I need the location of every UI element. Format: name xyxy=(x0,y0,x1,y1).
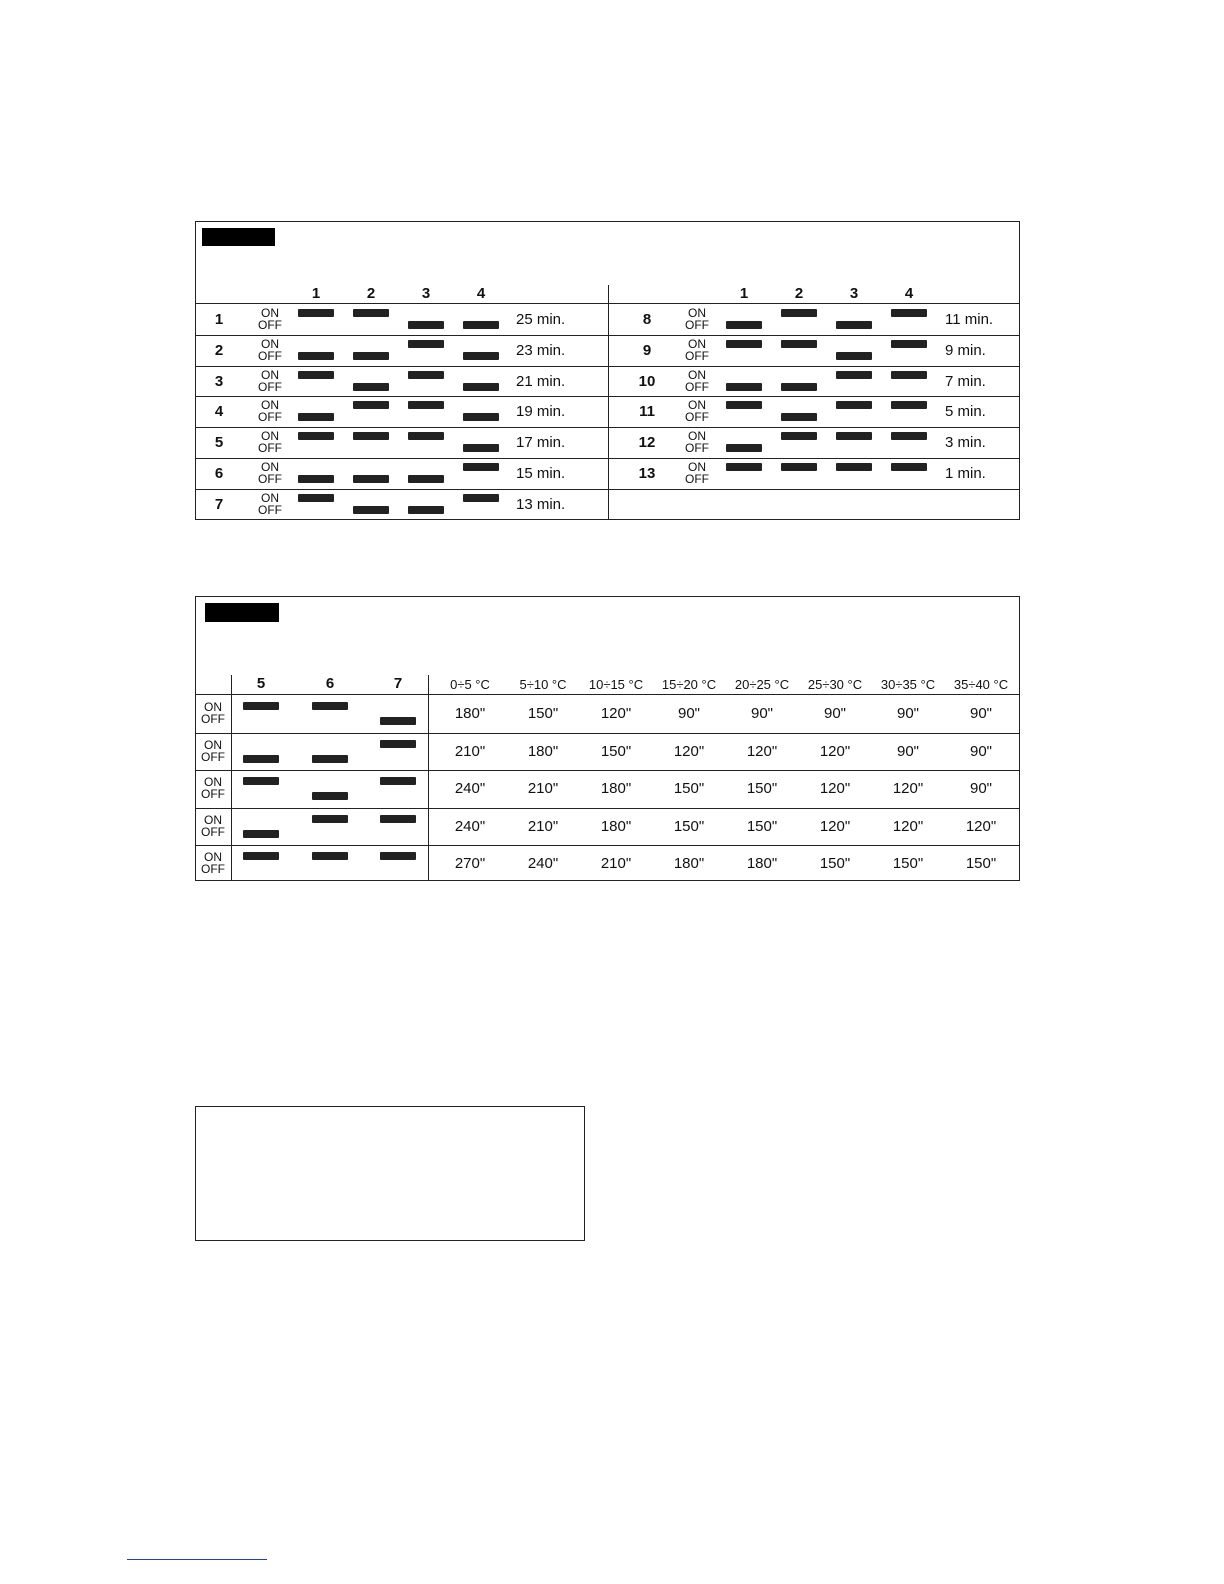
time-value: 120" xyxy=(819,780,851,797)
row-number: 2 xyxy=(214,342,224,359)
row-number: 12 xyxy=(638,434,656,451)
row-rule xyxy=(609,458,1019,459)
time-value: 240" xyxy=(527,855,559,872)
table2-divider-mid xyxy=(428,675,429,880)
switch-2-off xyxy=(781,383,817,391)
time-value: 90" xyxy=(677,705,700,722)
time-value: 120" xyxy=(746,743,778,760)
switch-4-off xyxy=(463,352,499,360)
row-rule xyxy=(196,366,608,367)
time-value: 120" xyxy=(965,818,997,835)
switch-1-on xyxy=(726,340,762,348)
row-number: 6 xyxy=(214,465,224,482)
row-number: 13 xyxy=(638,465,656,482)
switch-4-on xyxy=(891,432,927,440)
row-rule xyxy=(196,335,608,336)
time-value: 120" xyxy=(819,818,851,835)
switch-time-table xyxy=(195,221,1020,520)
switch-1-on xyxy=(298,432,334,440)
time-value: 21 min. xyxy=(516,373,566,390)
row-rule xyxy=(609,427,1019,428)
switch-2-off xyxy=(353,383,389,391)
switch-1-on xyxy=(298,494,334,502)
switch-2-off xyxy=(353,352,389,360)
switch-4-on xyxy=(891,309,927,317)
time-value: 210" xyxy=(454,743,486,760)
switch-1-on xyxy=(298,309,334,317)
switch-1-off xyxy=(726,321,762,329)
temperature-header: 20÷25 °C xyxy=(734,677,790,692)
on-off-label: ON OFF xyxy=(685,337,709,363)
switch-1-off xyxy=(298,352,334,360)
blank-box xyxy=(195,1106,585,1241)
switch-6-on xyxy=(312,702,348,710)
switch-4-on xyxy=(463,463,499,471)
on-off-label: ON OFF xyxy=(685,306,709,332)
time-value: 150" xyxy=(819,855,851,872)
switch-6-off xyxy=(312,792,348,800)
temperature-header: 30÷35 °C xyxy=(880,677,936,692)
time-value: 3 min. xyxy=(945,434,986,451)
row-rule xyxy=(196,489,608,490)
switch-header: 2 xyxy=(366,285,376,302)
switch-3-on xyxy=(836,371,872,379)
switch-header: 1 xyxy=(739,285,749,302)
on-off-label: ON OFF xyxy=(258,398,282,424)
switch-5-on xyxy=(243,852,279,860)
on-off-label: ON OFF xyxy=(201,775,225,801)
switch-7-on xyxy=(380,815,416,823)
switch-4-off xyxy=(463,383,499,391)
time-value: 150" xyxy=(673,818,705,835)
row-rule xyxy=(196,808,1019,809)
switch-5-on xyxy=(243,777,279,785)
time-value: 90" xyxy=(969,705,992,722)
switch-3-on xyxy=(836,401,872,409)
on-off-label: ON OFF xyxy=(685,460,709,486)
on-off-label: ON OFF xyxy=(201,738,225,764)
switch-1-off xyxy=(298,475,334,483)
switch-7-on xyxy=(380,777,416,785)
on-off-label: ON OFF xyxy=(258,306,282,332)
table1-tag xyxy=(202,228,275,246)
switch-3-off xyxy=(408,506,444,514)
switch-4-on xyxy=(891,463,927,471)
table1-divider xyxy=(608,285,609,520)
time-value: 120" xyxy=(892,780,924,797)
switch-4-on xyxy=(463,494,499,502)
switch-3-off xyxy=(836,321,872,329)
switch-header: 1 xyxy=(311,285,321,302)
time-value: 90" xyxy=(896,743,919,760)
row-rule xyxy=(196,396,608,397)
switch-4-on xyxy=(891,401,927,409)
time-value: 150" xyxy=(965,855,997,872)
table2-divider-left xyxy=(231,675,232,880)
switch-header: 4 xyxy=(476,285,486,302)
row-rule xyxy=(609,396,1019,397)
temperature-header: 15÷20 °C xyxy=(661,677,717,692)
switch-7-on xyxy=(380,740,416,748)
on-off-label: ON OFF xyxy=(685,398,709,424)
switch-2-on xyxy=(781,309,817,317)
on-off-label: ON OFF xyxy=(685,368,709,394)
time-value: 120" xyxy=(819,743,851,760)
switch-6-off xyxy=(312,755,348,763)
row-rule xyxy=(196,770,1019,771)
switch-2-on xyxy=(353,309,389,317)
row-number: 7 xyxy=(214,496,224,513)
switch-header: 2 xyxy=(794,285,804,302)
row-rule xyxy=(196,733,1019,734)
time-value: 180" xyxy=(673,855,705,872)
time-value: 23 min. xyxy=(516,342,566,359)
time-value: 5 min. xyxy=(945,403,986,420)
time-value: 210" xyxy=(527,818,559,835)
switch-header: 7 xyxy=(393,675,403,692)
time-value: 180" xyxy=(454,705,486,722)
time-value: 150" xyxy=(746,780,778,797)
switch-3-on xyxy=(408,371,444,379)
time-value: 150" xyxy=(673,780,705,797)
time-value: 120" xyxy=(600,705,632,722)
switch-2-on xyxy=(353,401,389,409)
switch-header: 5 xyxy=(256,675,266,692)
time-value: 11 min. xyxy=(945,311,994,328)
time-value: 210" xyxy=(600,855,632,872)
time-value: 7 min. xyxy=(945,373,986,390)
row-number: 4 xyxy=(214,403,224,420)
time-value: 15 min. xyxy=(516,465,566,482)
on-off-label: ON OFF xyxy=(258,337,282,363)
temperature-header: 25÷30 °C xyxy=(807,677,863,692)
switch-3-off xyxy=(408,475,444,483)
time-value: 120" xyxy=(673,743,705,760)
switch-3-off xyxy=(408,321,444,329)
temperature-header: 35÷40 °C xyxy=(953,677,1009,692)
time-value: 13 min. xyxy=(516,496,566,513)
temperature-header: 5÷10 °C xyxy=(519,677,567,692)
time-value: 90" xyxy=(823,705,846,722)
switch-3-on xyxy=(836,463,872,471)
switch-3-on xyxy=(408,432,444,440)
time-value: 1 min. xyxy=(945,465,986,482)
row-number: 8 xyxy=(642,311,652,328)
time-value: 150" xyxy=(892,855,924,872)
temperature-header: 0÷5 °C xyxy=(450,677,490,692)
switch-4-on xyxy=(891,371,927,379)
switch-4-off xyxy=(463,444,499,452)
time-value: 180" xyxy=(527,743,559,760)
time-value: 120" xyxy=(892,818,924,835)
table2-header-rule xyxy=(196,694,1019,695)
switch-5-off xyxy=(243,755,279,763)
time-value: 180" xyxy=(746,855,778,872)
switch-header: 3 xyxy=(849,285,859,302)
switch-2-on xyxy=(781,340,817,348)
row-number: 11 xyxy=(639,403,655,420)
time-value: 210" xyxy=(527,780,559,797)
on-off-label: ON OFF xyxy=(258,429,282,455)
time-value: 150" xyxy=(527,705,559,722)
temperature-table xyxy=(195,596,1020,881)
switch-header: 4 xyxy=(904,285,914,302)
switch-3-on xyxy=(408,401,444,409)
switch-5-off xyxy=(243,830,279,838)
on-off-label: ON OFF xyxy=(258,460,282,486)
switch-4-off xyxy=(463,321,499,329)
on-off-label: ON OFF xyxy=(258,368,282,394)
switch-7-off xyxy=(380,717,416,725)
row-rule xyxy=(196,845,1019,846)
switch-4-off xyxy=(463,413,499,421)
time-value: 180" xyxy=(600,780,632,797)
switch-2-off xyxy=(781,413,817,421)
switch-2-off xyxy=(353,475,389,483)
switch-1-off xyxy=(726,383,762,391)
switch-1-on xyxy=(726,463,762,471)
switch-1-on xyxy=(726,401,762,409)
time-value: 17 min. xyxy=(516,434,566,451)
switch-3-off xyxy=(836,352,872,360)
on-off-label: ON OFF xyxy=(201,813,225,839)
switch-1-off xyxy=(726,444,762,452)
time-value: 90" xyxy=(896,705,919,722)
switch-2-on xyxy=(781,432,817,440)
on-off-label: ON OFF xyxy=(685,429,709,455)
row-number: 9 xyxy=(642,342,652,359)
time-value: 180" xyxy=(600,818,632,835)
switch-6-on xyxy=(312,815,348,823)
time-value: 270" xyxy=(454,855,486,872)
on-off-label: ON OFF xyxy=(201,850,225,876)
row-rule xyxy=(609,366,1019,367)
time-value: 25 min. xyxy=(516,311,566,328)
time-value: 150" xyxy=(746,818,778,835)
time-value: 90" xyxy=(969,743,992,760)
time-value: 19 min. xyxy=(516,403,566,420)
switch-1-off xyxy=(298,413,334,421)
switch-6-on xyxy=(312,852,348,860)
row-rule xyxy=(609,489,1019,490)
table2-tag xyxy=(205,603,279,622)
switch-2-off xyxy=(353,506,389,514)
time-value: 90" xyxy=(969,780,992,797)
switch-3-on xyxy=(836,432,872,440)
switch-2-on xyxy=(353,432,389,440)
switch-2-on xyxy=(781,463,817,471)
switch-4-on xyxy=(891,340,927,348)
time-value: 9 min. xyxy=(945,342,986,359)
row-rule xyxy=(196,427,608,428)
temperature-header: 10÷15 °C xyxy=(588,677,644,692)
on-off-label: ON OFF xyxy=(201,700,225,726)
time-value: 150" xyxy=(600,743,632,760)
row-number: 1 xyxy=(214,311,224,328)
switch-1-on xyxy=(298,371,334,379)
time-value: 240" xyxy=(454,818,486,835)
time-value: 240" xyxy=(454,780,486,797)
table1-header-rule xyxy=(196,303,1019,304)
row-rule xyxy=(196,458,608,459)
switch-3-on xyxy=(408,340,444,348)
switch-7-on xyxy=(380,852,416,860)
row-rule xyxy=(609,335,1019,336)
time-value: 90" xyxy=(750,705,773,722)
on-off-label: ON OFF xyxy=(258,491,282,517)
switch-header: 6 xyxy=(325,675,335,692)
row-number: 10 xyxy=(638,373,656,390)
switch-header: 3 xyxy=(421,285,431,302)
switch-5-on xyxy=(243,702,279,710)
row-number: 3 xyxy=(214,373,224,390)
footnote-rule xyxy=(127,1559,267,1560)
row-number: 5 xyxy=(214,434,224,451)
